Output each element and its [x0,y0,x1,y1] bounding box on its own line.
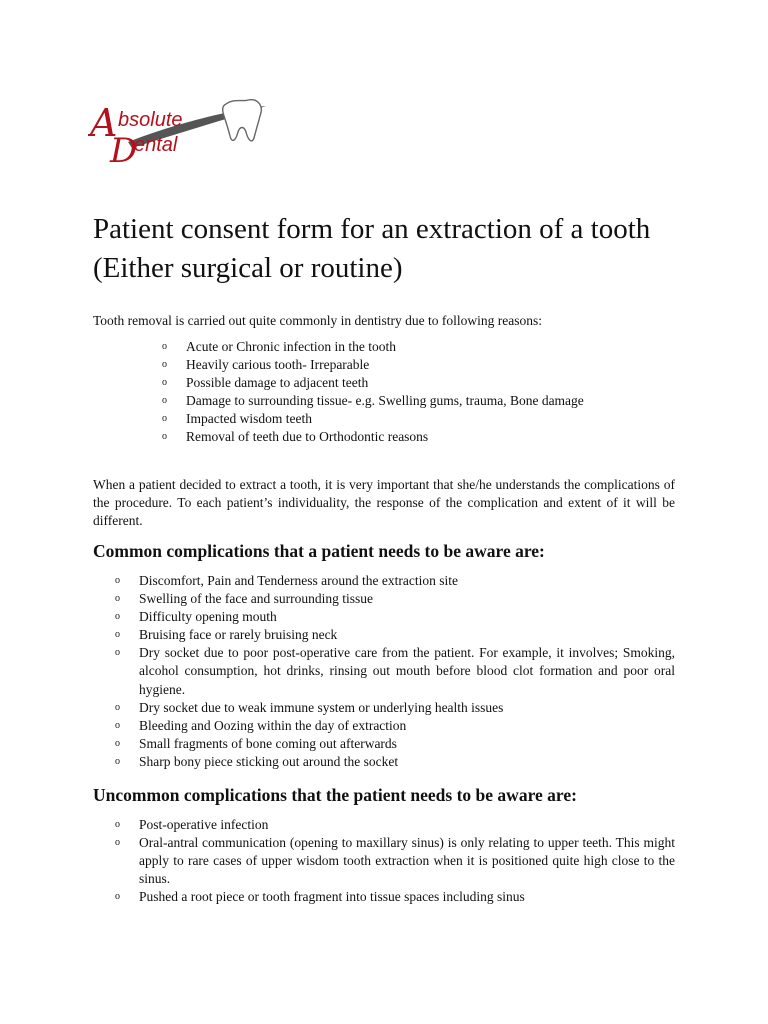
list-item-text: Swelling of the face and surrounding tissue [139,591,373,607]
uncommon-complications-heading: Uncommon complications that the patient needs to be aware are: [93,785,577,805]
bullet-marker: o [115,737,120,749]
list-item-text: Bleeding and Oozing within the day of extraction [139,717,407,733]
list-item-text: Heavily carious tooth- Irreparable [186,357,370,373]
logo-word-absolute: bsolute [118,109,183,131]
uncommon-complications-list [115,816,675,906]
common-complications-heading: Common complications that a patient needs to be aware are: [93,541,545,561]
list-item-text: Removal of teeth due to Orthodontic reasons [186,429,429,445]
list-item-text: Difficulty opening mouth [139,609,277,625]
list-item [162,356,686,374]
bullet-marker: o [115,611,120,623]
list-item-text: Sharp bony piece sticking out around the socket [139,753,399,769]
common-complications-list [115,572,675,771]
absolute-dental-logo [88,96,268,166]
list-item-text: Possible damage to adjacent teeth [186,375,369,391]
list-item [162,392,686,410]
intro-paragraph: Tooth removal is carried out quite commonly in dentistry due to following reasons: [93,313,542,328]
bullet-marker: o [115,575,120,586]
bullet-marker: o [162,377,167,389]
logo-initial-a: A [90,101,118,145]
bullet-marker: o [115,719,120,731]
bullet-marker: o [162,395,167,407]
bullet-marker: o [115,593,120,605]
list-item-text: Bruising face or rarely bruising neck [139,627,338,643]
list-item [115,590,675,608]
list-item [115,735,675,753]
logo-initial-d: D [110,131,138,166]
list-item-text: Discomfort, Pain and Tenderness around the extraction site [139,573,458,588]
list-item [162,374,686,392]
list-item [115,626,675,644]
list-item-text: Oral-antral communication (opening to maxillary sinus) is only relating to upper teeth. This might apply to rare cases of upper wisdom tooth extraction when it is positioned quite high close to the sinus. [139,835,675,887]
list-item-text: Post-operative infection [139,817,269,832]
list-item [162,410,686,428]
list-item-text: Pushed a root piece or tooth fragment into tissue spaces including sinus [139,889,525,905]
list-item [115,644,675,698]
list-item [162,428,686,446]
tooth-icon [223,100,262,141]
bullet-marker: o [115,755,120,767]
page-title: Patient consent form for an extraction of a tooth (Either surgical or routine) [93,213,651,284]
list-item-text: Dry socket due to weak immune system or underlying health issues [139,699,504,715]
list-item-text: Damage to surrounding tissue- e.g. Swelling gums, trauma, Bone damage [186,393,584,409]
bullet-marker: o [115,701,120,713]
list-item-text: Acute or Chronic infection in the tooth [186,339,396,354]
bullet-marker: o [162,431,167,443]
list-item [115,699,675,717]
list-item [115,834,675,888]
list-item [115,572,675,590]
bullet-marker: o [115,647,120,659]
list-item-text: Impacted wisdom teeth [186,411,312,427]
bullet-marker: o [115,629,120,641]
list-item [115,816,675,834]
list-item [115,608,675,626]
list-item [115,717,675,735]
bullet-marker: o [162,359,167,371]
bullet-marker: o [162,341,167,352]
reasons-list [162,338,686,447]
bullet-marker: o [162,413,167,425]
bullet-marker: o [115,891,120,903]
logo-graphic [88,96,268,166]
list-item-text: Dry socket due to poor post-operative care from the patient. For example, it involves; Smoking, alcohol consumption, hot drinks, rinsing out mouth before blood clot formation and poor oral hygiene. [139,645,675,697]
list-item-text: Small fragments of bone coming out afterwards [139,735,397,751]
list-item [115,753,675,771]
complications-paragraph: When a patient decided to extract a tooth, it is very important that she/he understands the complications of the procedure. To each patient’s individuality, the response of the complication and extent of it will be different. [93,477,675,528]
list-item [162,338,686,356]
bullet-marker: o [115,837,120,849]
list-item [115,888,675,906]
bullet-marker: o [115,819,120,830]
logo-word-dental: ental [134,134,178,156]
